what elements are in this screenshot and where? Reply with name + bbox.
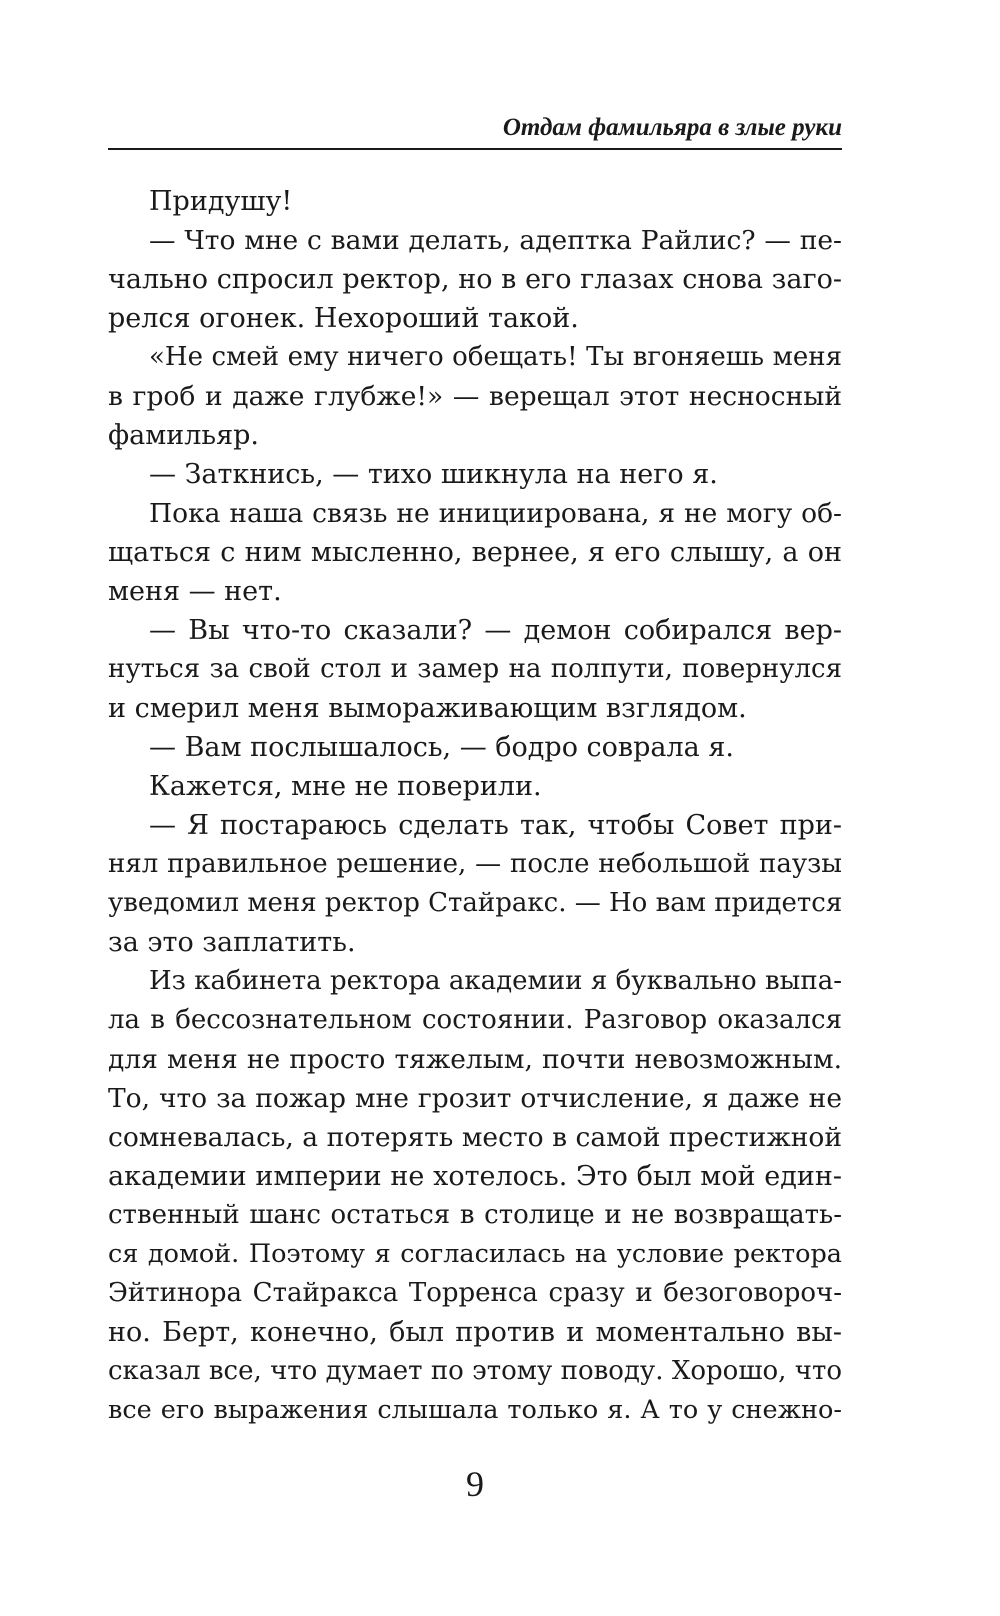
text-line: и смерил меня вымораживающим взглядом.: [108, 693, 747, 724]
text-line: ся домой. Поэтому я согласилась на условие ректора: [108, 1239, 842, 1269]
running-header-title: Отдам фамильяра в злые руки: [502, 114, 842, 141]
text-line: в гроб и даже глубже!» — верещал этот несносный: [108, 381, 842, 412]
text-line: — Заткнись, — тихо шикнула на него я.: [149, 459, 718, 490]
text-line: ла в бессознательном состоянии. Разговор оказался: [108, 1005, 842, 1035]
text-line: — Вы что-то сказали? — демон собирался вер-: [149, 615, 842, 646]
text-line: уведомил меня ректор Стайракс. — Но вам придется: [108, 888, 843, 918]
text-line: «Не смей ему ничего обещать! Ты вгоняешь меня: [149, 342, 842, 372]
text-line: меня — нет.: [108, 576, 282, 607]
text-line: ственный шанс остаться в столице и не возвращать-: [108, 1200, 842, 1230]
text-line: Кажется, мне не поверили.: [149, 771, 542, 802]
text-line: за это заплатить.: [108, 927, 356, 958]
text-line: релся огонек. Нехороший такой.: [108, 303, 579, 334]
text-line: нуться за свой стол и замер на полпути, повернулся: [108, 654, 842, 684]
text-line: чально спросил ректор, но в его глазах снова заго-: [108, 264, 842, 295]
text-line: — Что мне с вами делать, адептка Райлис? — пе-: [149, 225, 842, 256]
text-line: Придушу!: [149, 186, 293, 217]
text-line: нял правильное решение, — после небольшой паузы: [108, 849, 842, 879]
text-line: Из кабинета ректора академии я буквально выпа-: [149, 966, 842, 996]
text-line: сомневалась, а потерять место в самой престижной: [108, 1122, 842, 1153]
text-line: — Я постараюсь сделать так, чтобы Совет при-: [149, 810, 842, 841]
text-line: все его выражения слышала только я. А то у снежно-: [108, 1395, 842, 1425]
header-divider: [108, 148, 842, 150]
text-line: Пока наша связь не инициирована, я не могу об-: [149, 498, 842, 529]
text-line: фамильяр.: [108, 420, 259, 451]
text-line: но. Берт, конечно, был против и моментально вы-: [108, 1317, 842, 1348]
body-text: [108, 182, 842, 1430]
text-line: — Вам послышалось, — бодро соврала я.: [149, 732, 734, 763]
text-line: для меня не просто тяжелым, почти невозможным.: [108, 1044, 842, 1075]
page-number: 9: [466, 1464, 484, 1504]
text-line: сказал все, что думает по этому поводу. Хорошо, что: [108, 1356, 842, 1386]
text-line: То, что за пожар мне грозит отчисление, я даже не: [108, 1083, 842, 1114]
text-line: Эйтинора Стайракса Торренса сразу и безоговороч-: [108, 1278, 842, 1308]
text-line: щаться с ним мысленно, вернее, я его слышу, а он: [108, 537, 842, 568]
text-line: академии империи не хотелось. Это был мой един-: [108, 1161, 842, 1192]
